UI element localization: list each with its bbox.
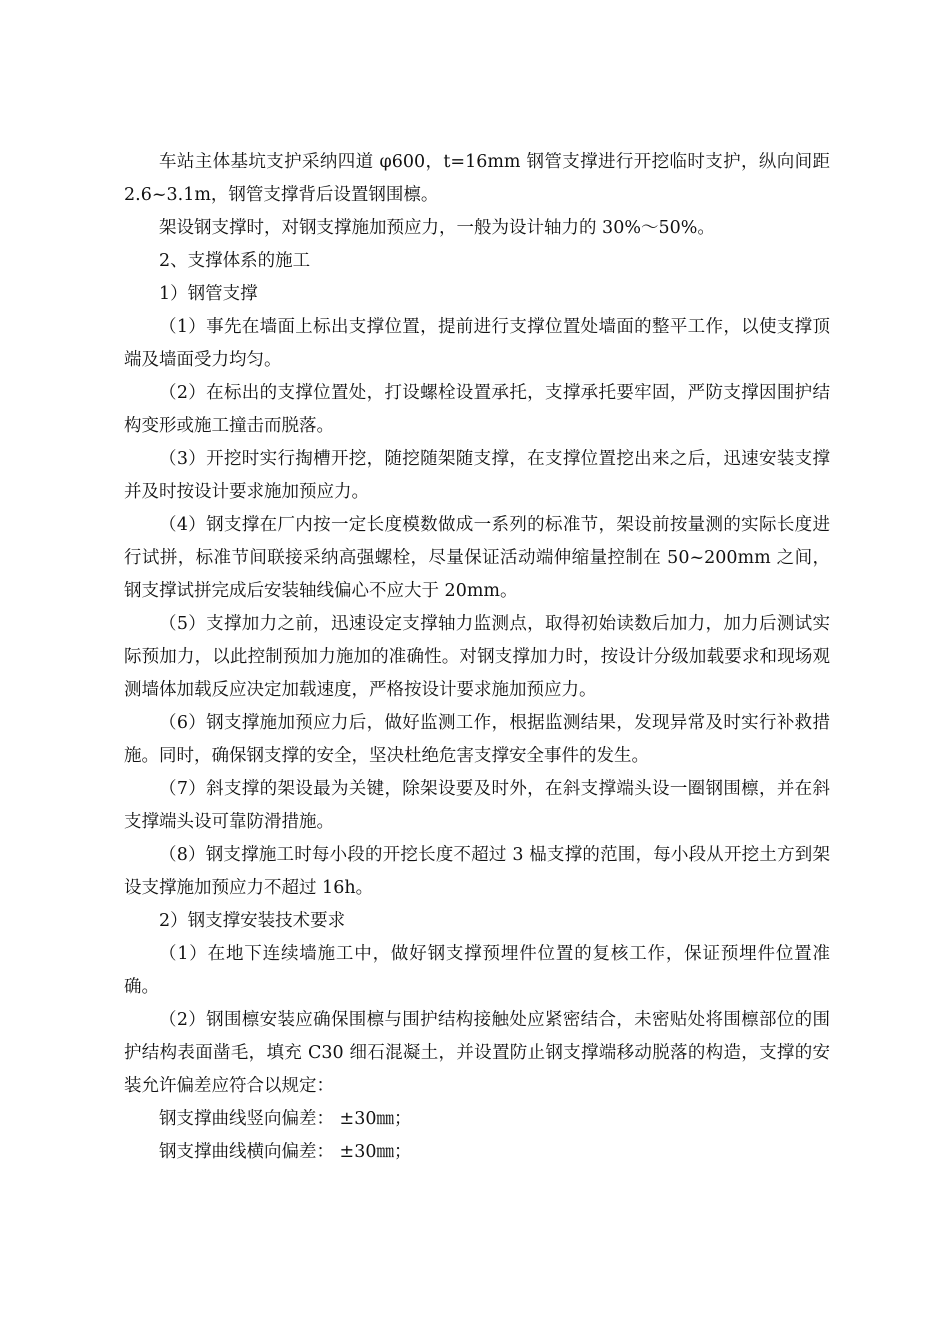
paragraph-prestress-requirement: 架设钢支撑时，对钢支撑施加预应力，一般为设计轴力的 30%～50%。	[159, 218, 715, 238]
list-item-7: （7）斜支撑的架设最为关键，除架设要及时外，在斜支撑端头设一圈钢围檩，并在斜支撑端头设可靠防滑措施。	[124, 779, 830, 832]
section-heading-support-construction: 2、支撑体系的施工	[159, 251, 311, 271]
paragraph-steel-pipe-support-overview: 车站主体基坑支护采纳四道 φ600，t=16mm 钢管支撑进行开挖临时支护，纵向间距 2.6~3.1m，钢管支撑背后设置钢围檩。	[124, 152, 830, 205]
subsection-heading-installation-requirements: 2）钢支撑安装技术要求	[159, 911, 346, 931]
requirement-item-1: （1）在地下连续墙施工中，做好钢支撑预埋件位置的复核工作，保证预埋件位置准确。	[124, 944, 830, 997]
tolerance-vertical: 钢支撑曲线竖向偏差： ±30㎜；	[159, 1109, 412, 1129]
list-item-4: （4）钢支撑在厂内按一定长度模数做成一系列的标准节，架设前按量测的实际长度进行试拼，标准节间联接采纳高强螺栓，尽量保证活动端伸缩量控制在 50~200mm 之间，钢支撑试拼完成后安装轴线偏心不应大于 20mm。	[124, 515, 830, 601]
list-item-5: （5）支撑加力之前，迅速设定支撑轴力监测点，取得初始读数后加力，加力后测试实际预加力，以此控制预加力施加的准确性。对钢支撑加力时，按设计分级加载要求和现场观测墙体加载反应决定加载速度，严格按设计要求施加预应力。	[124, 614, 830, 700]
list-item-8: （8）钢支撑施工时每小段的开挖长度不超过 3 榀支撑的范围，每小段从开挖土方到架设支撑施加预应力不超过 16h。	[124, 845, 830, 898]
list-item-2: （2）在标出的支撑位置处，打设螺栓设置承托，支撑承托要牢固，严防支撑因围护结构变形或施工撞击而脱落。	[124, 383, 830, 436]
document-body	[124, 146, 830, 1169]
list-item-1: （1）事先在墙面上标出支撑位置，提前进行支撑位置处墙面的整平工作，以使支撑顶端及墙面受力均匀。	[124, 317, 830, 370]
list-item-3: （3）开挖时实行掏槽开挖，随挖随架随支撑，在支撑位置挖出来之后，迅速安装支撑并及时按设计要求施加预应力。	[124, 449, 830, 502]
tolerance-horizontal: 钢支撑曲线横向偏差： ±30㎜；	[159, 1142, 412, 1162]
subsection-heading-steel-pipe-support: 1）钢管支撑	[159, 284, 258, 304]
list-item-6: （6）钢支撑施加预应力后，做好监测工作，根据监测结果，发现异常及时实行补救措施。同时，确保钢支撑的安全，坚决杜绝危害支撑安全事件的发生。	[124, 713, 830, 766]
requirement-item-2: （2）钢围檩安装应确保围檩与围护结构接触处应紧密结合，未密贴处将围檩部位的围护结构表面凿毛，填充 C30 细石混凝土，并设置防止钢支撑端移动脱落的构造，支撑的安装允许偏差应符合以规定：	[124, 1010, 830, 1096]
